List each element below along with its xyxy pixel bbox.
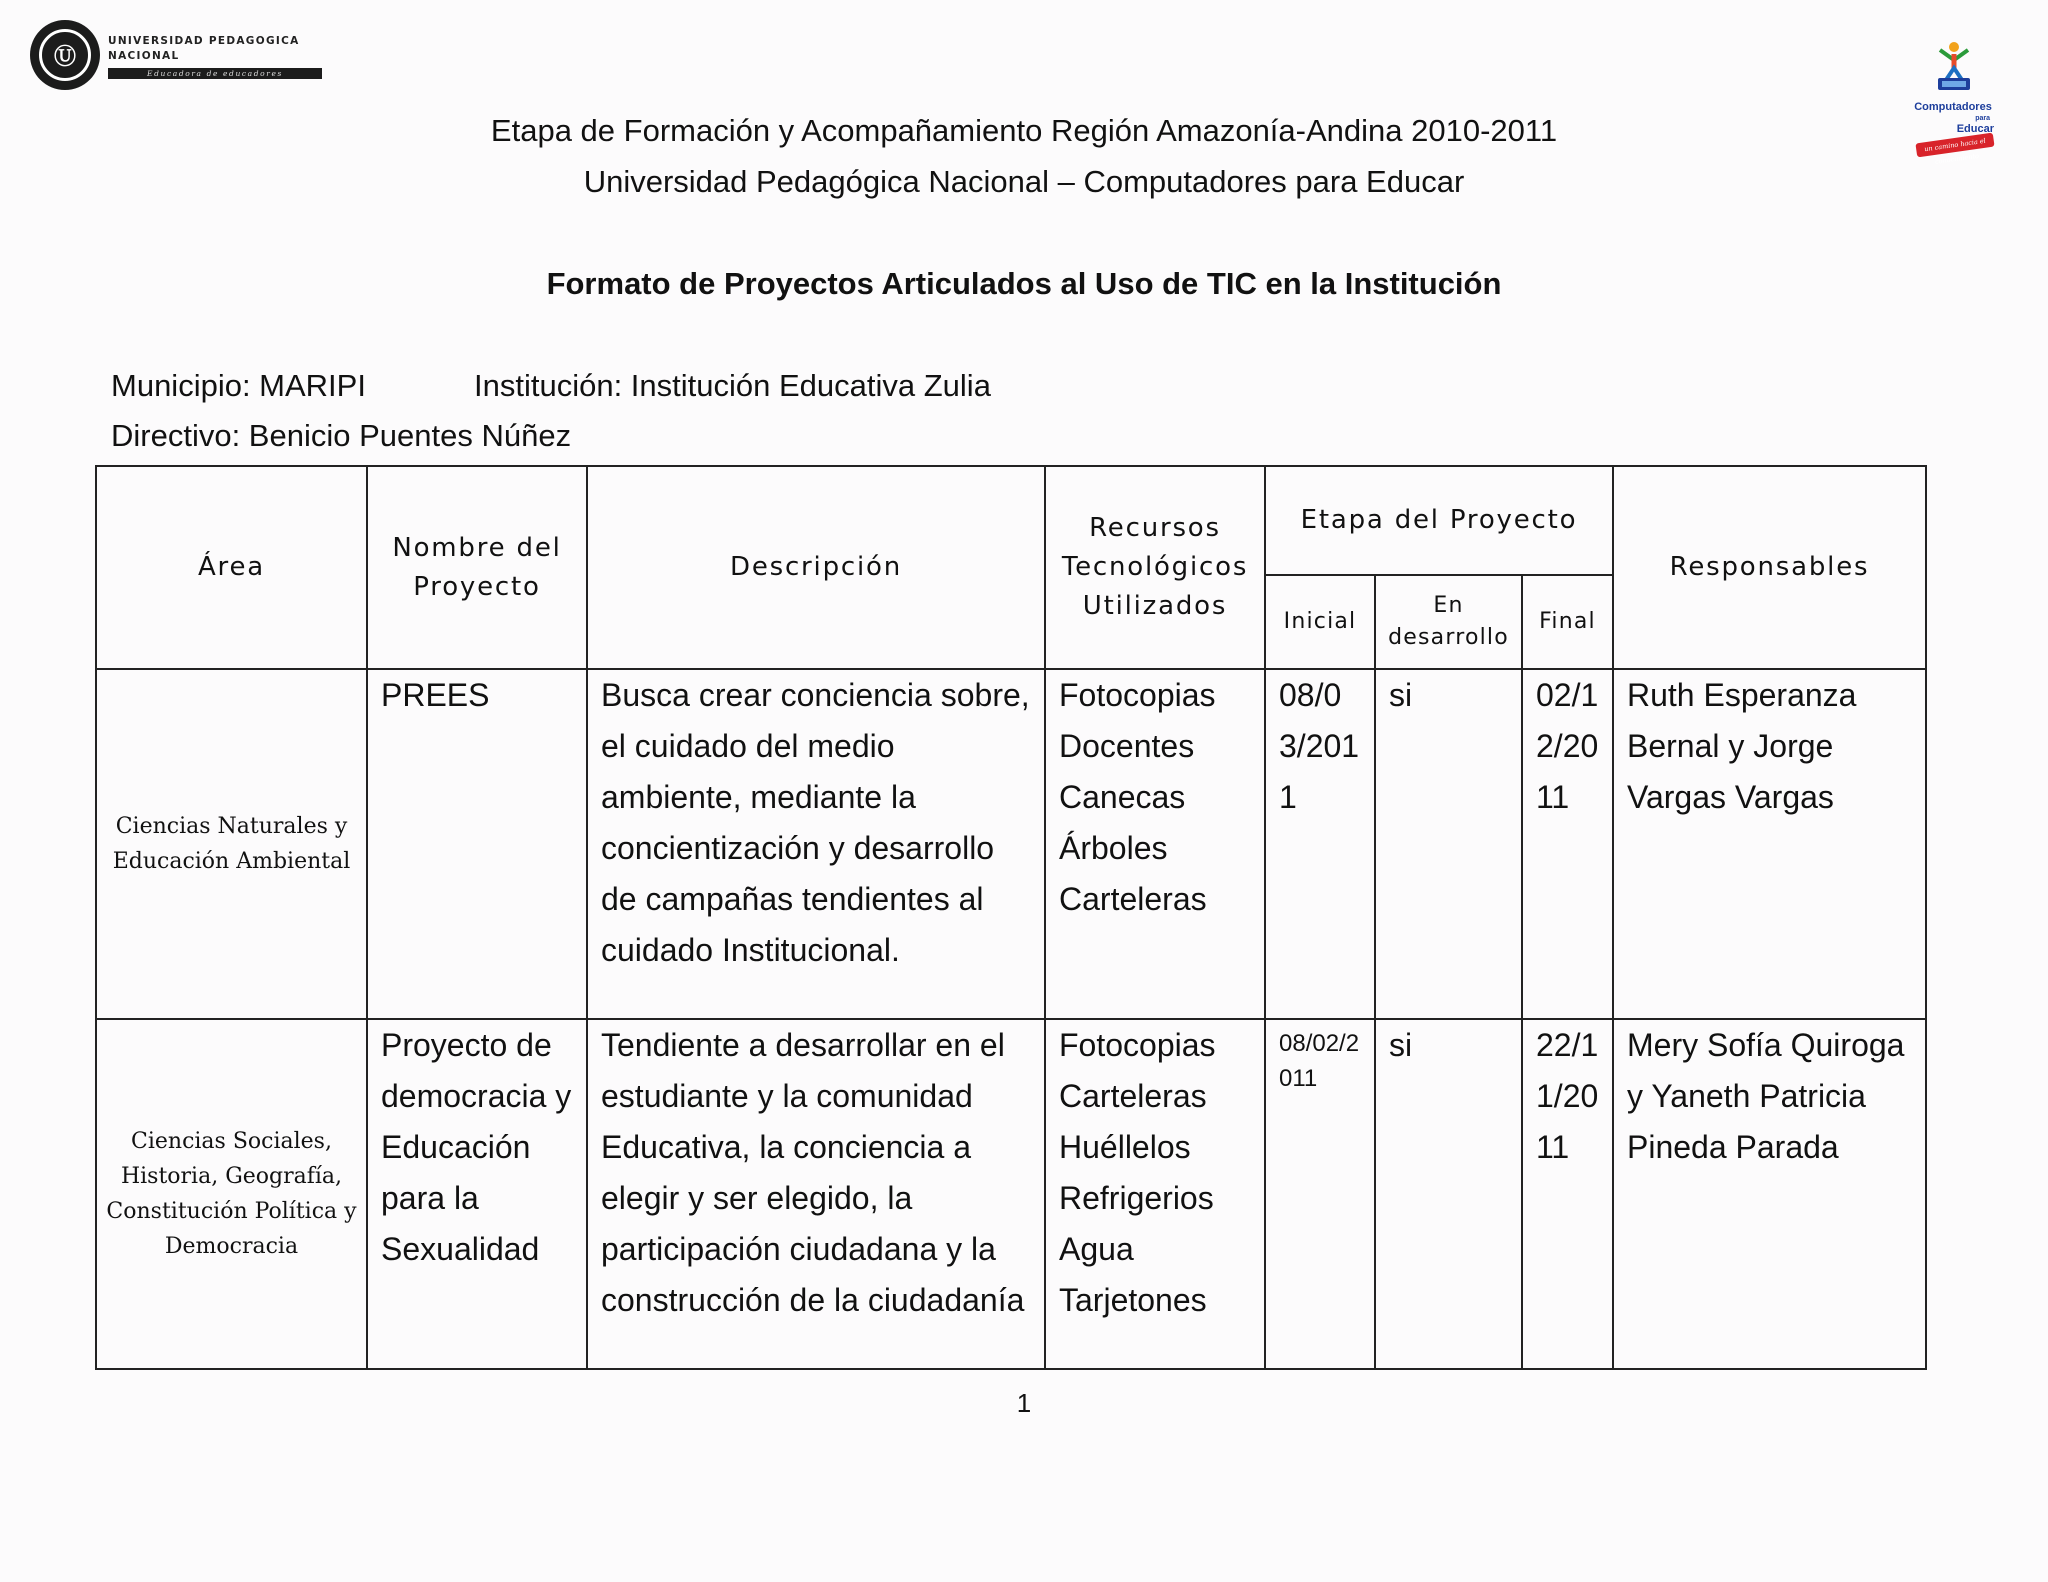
table-row <box>96 669 1926 1019</box>
meta-institucion: Institución: Institución Educativa Zulia <box>474 368 991 403</box>
row1-nombre: PREES <box>367 669 587 1019</box>
row2-final: 22/11/2011 <box>1522 1019 1613 1369</box>
upn-logo-name-line2: NACIONAL <box>108 50 180 62</box>
header-area: Área <box>96 466 367 669</box>
row1-final: 02/12/2011 <box>1522 669 1613 1019</box>
document-title: Formato de Proyectos Articulados al Uso de TIC en la Institución <box>546 266 1502 301</box>
row2-area: Ciencias Sociales, Historia, Geografía, Constitución Política y Democracia <box>96 1019 367 1369</box>
page-number: 1 <box>1016 1388 1032 1418</box>
row1-en-desarrollo: si <box>1375 669 1522 1019</box>
header-line-1: Etapa de Formación y Acompañamiento Región Amazonía-Andina 2010-2011 <box>490 113 1558 148</box>
row2-responsables: Mery Sofía Quiroga y Yaneth Patricia Pineda Parada <box>1613 1019 1926 1369</box>
header-descripcion: Descripción <box>587 466 1045 669</box>
header-final: Final <box>1522 575 1613 669</box>
upn-logo-tagline: Educadora de educadores <box>108 68 322 79</box>
row1-descripcion: Busca crear conciencia sobre, el cuidado del medio ambiente, mediante la concientización y desarrollo de campañas tendientes al cuidado Institucional. <box>587 669 1045 1019</box>
cpe-logo-name-small: para <box>1975 115 1990 122</box>
header-en-desarrollo: En desarrollo <box>1375 575 1522 669</box>
upn-logo <box>30 20 300 98</box>
row2-nombre: Proyecto de democracia y Educación para la Sexualidad <box>367 1019 587 1369</box>
row1-responsables: Ruth Esperanza Bernal y Jorge Vargas Vargas <box>1613 669 1926 1019</box>
cpe-logo-name-line1: Computadores <box>1914 101 1992 113</box>
upn-seal-icon: Ⓤ <box>30 20 100 90</box>
cpe-logo-name-line2: Educar <box>1956 123 1994 135</box>
upn-logo-name-line1: UNIVERSIDAD PEDAGOGICA <box>108 35 300 47</box>
row1-recursos: Fotocopias Docentes Canecas Árboles Carteleras <box>1045 669 1265 1019</box>
row2-inicial <box>1265 1019 1375 1369</box>
cpe-figure-icon <box>1934 40 1974 92</box>
header-recursos: Recursos Tecnológicos Utilizados <box>1045 466 1265 669</box>
header-inicial: Inicial <box>1265 575 1375 669</box>
header-etapa: Etapa del Proyecto <box>1265 466 1613 575</box>
row2-en-desarrollo: si <box>1375 1019 1522 1369</box>
upn-logo-name <box>108 34 300 64</box>
header-line-2: Universidad Pedagógica Nacional – Computadores para Educar <box>583 164 1465 199</box>
row1-inicial: 08/03/2011 <box>1265 669 1375 1019</box>
header-responsables: Responsables <box>1613 466 1926 669</box>
cpe-logo-ribbon: un camino hacia el conocimiento <box>1915 133 1994 158</box>
row1-area: Ciencias Naturales y Educación Ambiental <box>96 669 367 1019</box>
table-row <box>96 1019 1926 1369</box>
meta-municipio: Municipio: MARIPI <box>111 368 366 403</box>
meta-directivo: Directivo: Benicio Puentes Núñez <box>111 418 572 453</box>
table-header-row <box>96 466 1926 575</box>
row2-descripcion: Tendiente a desarrollar en el estudiante y la comunidad Educativa, la conciencia a elegir y ser elegido, la participación ciudadana y la construcción de la ciudadanía <box>587 1019 1045 1369</box>
row2-recursos: Fotocopias Carteleras Huéllelos Refrigerios Agua Tarjetones <box>1045 1019 1265 1369</box>
projects-table <box>95 465 1927 1370</box>
header-nombre: Nombre del Proyecto <box>367 466 587 669</box>
row2-inicial-date: 08/02/2011 <box>1279 1030 1360 1092</box>
